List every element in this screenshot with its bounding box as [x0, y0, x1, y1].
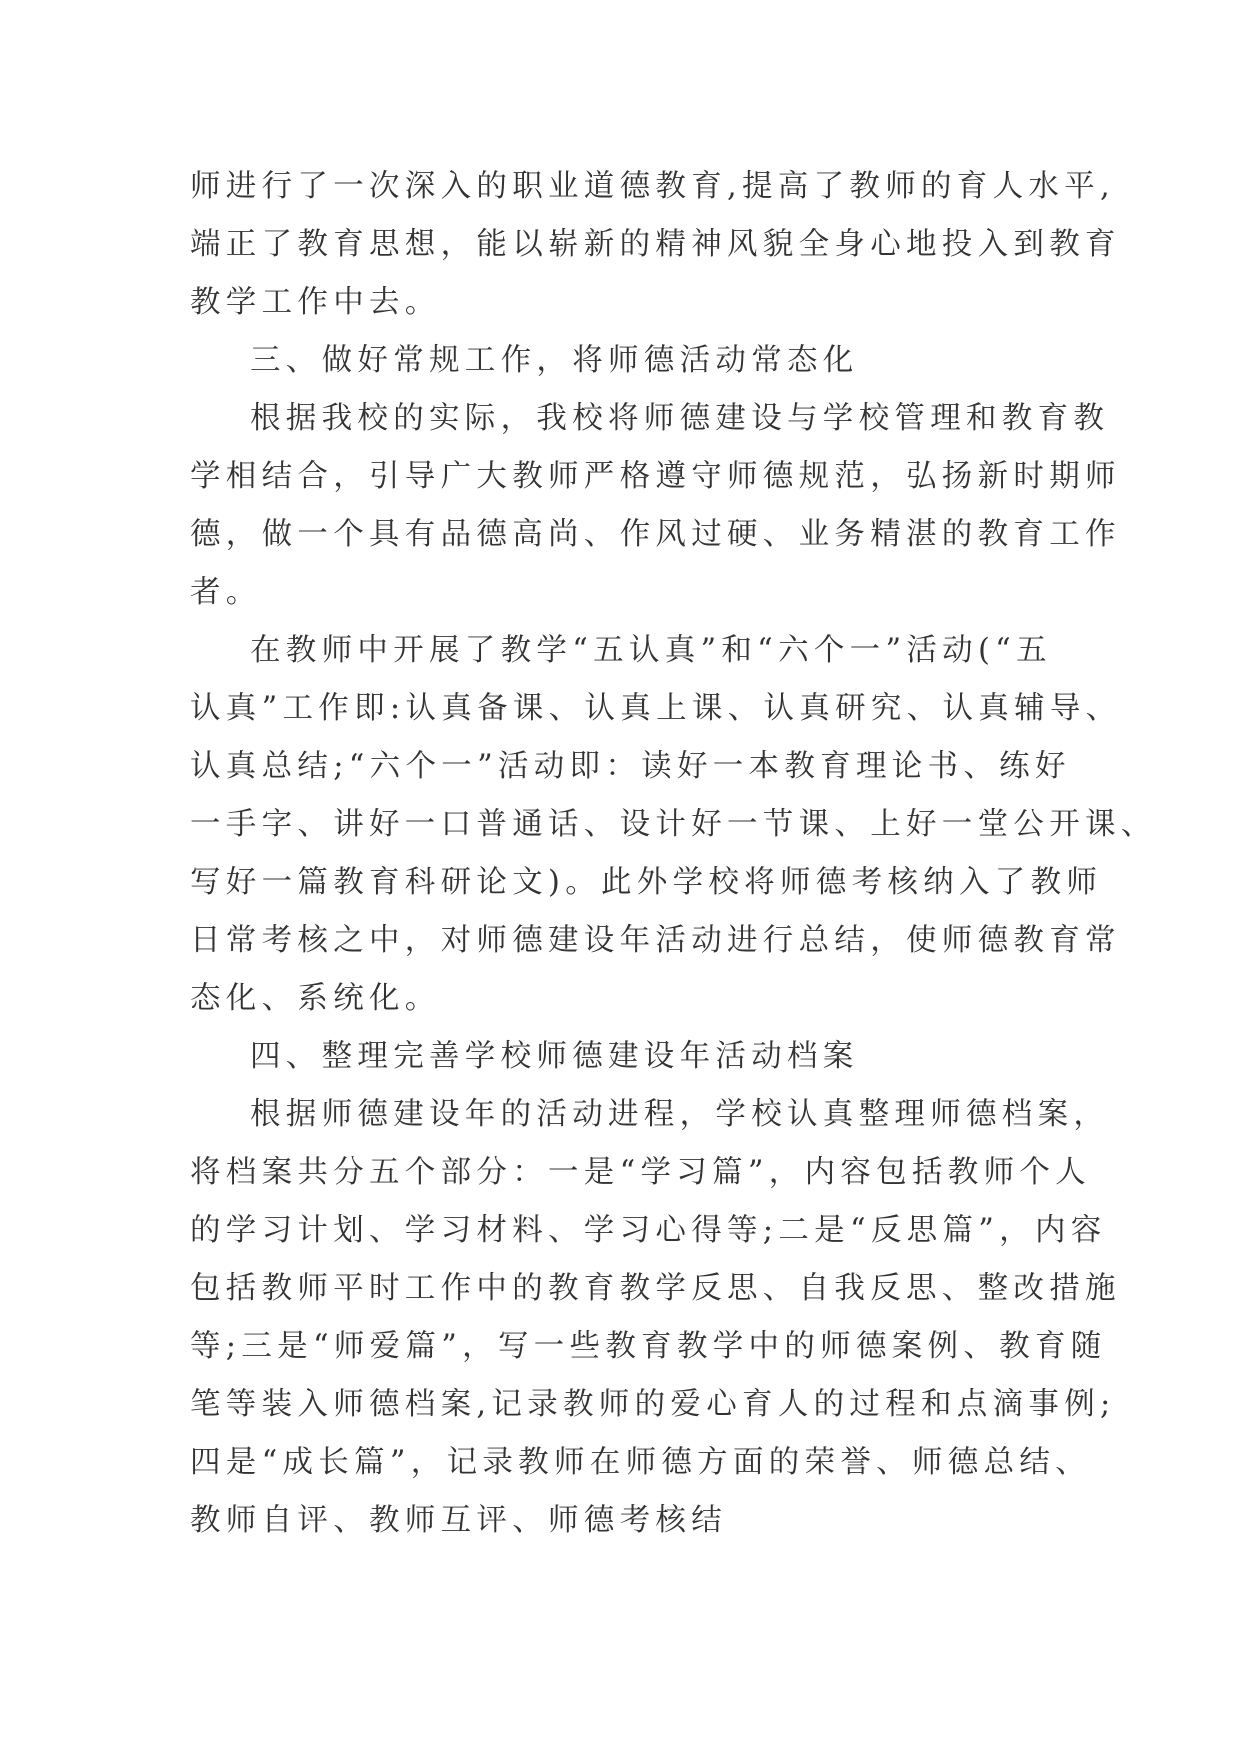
paragraph-first-line: 三、做好常规工作，将师德活动常态化	[250, 343, 859, 378]
text-line: 认真”工作即:认真备课、认真上课、认真研究、认真辅导、	[190, 691, 1122, 726]
text-line: 学相结合，引导广大教师严格遵守师德规范，弘扬新时期师	[190, 459, 1121, 494]
text-line: 四是“成长篇”，记录教师在师德方面的荣誉、师德总结、	[190, 1445, 1091, 1480]
text-line: 教师自评、教师互评、师德考核结	[190, 1503, 727, 1538]
paragraph-first-line: 四、整理完善学校师德建设年活动档案	[250, 1039, 859, 1074]
text-line: 师进行了一次深入的职业道德教育,提高了教师的育人水平,	[190, 169, 1115, 204]
text-line: 包括教师平时工作中的教育教学反思、自我反思、整改措施	[190, 1271, 1121, 1306]
text-line: 德，做一个具有品德高尚、作风过硬、业务精湛的教育工作	[190, 517, 1121, 552]
text-line: 将档案共分五个部分：一是“学习篇”，内容包括教师个人	[190, 1155, 1091, 1190]
text-line: 等;三是“师爱篇”，写一些教育教学中的师德案例、教育随	[190, 1329, 1107, 1364]
text-line: 日常考核之中，对师德建设年活动进行总结，使师德教育常	[190, 923, 1121, 958]
text-line: 的学习计划、学习材料、学习心得等;二是“反思篇”，内容	[190, 1213, 1107, 1248]
text-line: 写好一篇教育科研论文)。此外学校将师德考核纳入了教师	[190, 865, 1103, 900]
text-line: 端正了教育思想，能以崭新的精神风貌全身心地投入到教育	[190, 227, 1121, 262]
text-line: 态化、系统化。	[190, 981, 441, 1016]
paragraph-first-line: 在教师中开展了教学“五认真”和“六个一”活动(“五	[250, 633, 1052, 668]
paragraph-first-line: 根据师德建设年的活动进程，学校认真整理师德档案，	[250, 1097, 1110, 1132]
text-line: 认真总结;“六个一”活动即：读好一本教育理论书、练好	[190, 749, 1071, 784]
text-line: 一手字、讲好一口普通话、设计好一节课、上好一堂公开课、	[190, 807, 1157, 842]
paragraph-first-line: 根据我校的实际，我校将师德建设与学校管理和教育教	[250, 401, 1110, 436]
text-line: 笔等装入师德档案,记录教师的爱心育人的过程和点滴事例;	[190, 1387, 1116, 1422]
text-line: 者。	[190, 575, 262, 610]
text-line: 教学工作中去。	[190, 285, 441, 320]
document-body	[190, 158, 1157, 1550]
